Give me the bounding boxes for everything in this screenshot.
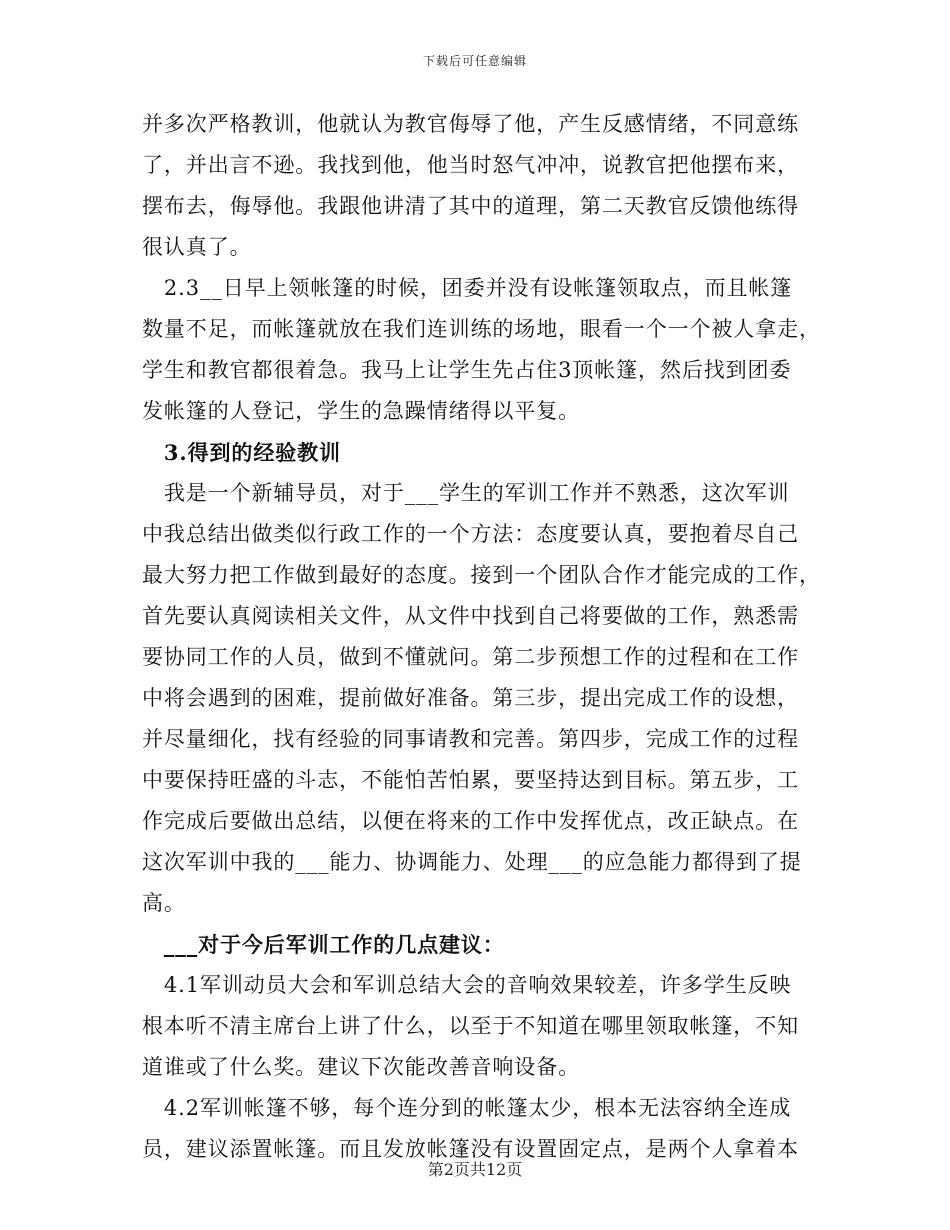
body-line: 了，并出言不逊。我找到他，他当时怒气冲冲，说教官把他摆布来， [142, 153, 799, 177]
body-line: 发帐篷的人登记，学生的急躁情绪得以平复。 [142, 399, 580, 423]
body-line: 并多次严格教训，他就认为教官侮辱了他，产生反感情绪，不同意练 [142, 112, 799, 136]
body-line: 首先要认真阅读相关文件，从文件中找到自己将要做的工作，熟悉需 [142, 604, 799, 628]
page-header: 下载后可任意编辑 [422, 54, 527, 68]
section-heading-3: 3.得到的经验教训 [142, 440, 341, 465]
body-line: 根本听不清主席台上讲了什么，以至于不知道在哪里领取帐篷，不知 [142, 1014, 799, 1038]
body-line: 作完成后要做出总结，以便在将来的工作中发挥优点，改正缺点。在 [142, 809, 799, 833]
section-heading-4: ___对于今后军训工作的几点建议： [142, 932, 505, 957]
body-line: 中我总结出做类似行政工作的一个方法：态度要认真，要抱着尽自己 [142, 522, 799, 546]
body-line: 很认真了。 [142, 235, 252, 259]
body-line: 要协同工作的人员，做到不懂就问。第二步预想工作的过程和在工作 [142, 645, 799, 669]
body-line: 中将会遇到的困难，提前做好准备。第三步，提出完成工作的设想， [142, 686, 799, 710]
body-line: 数量不足，而帐篷就放在我们连训练的场地，眼看一个一个被人拿走， [142, 317, 821, 341]
body-line: 并尽量细化，找有经验的同事请教和完善。第四步，完成工作的过程 [142, 727, 799, 751]
body-line: 中要保持旺盛的斗志，不能怕苦怕累，要坚持达到目标。第五步，工 [142, 768, 799, 792]
body-line: 道谁或了什么奖。建议下次能改善音响设备。 [142, 1055, 580, 1079]
body-line: 高。 [142, 891, 186, 915]
body-line: 最大努力把工作做到最好的态度。接到一个团队合作才能完成的工作， [142, 563, 821, 587]
body-line: 员，建议添置帐篷。而且发放帐篷没有设置固定点，是两个人拿着本 [142, 1137, 799, 1161]
body-line: 这次军训中我的___能力、协调能力、处理___的应急能力都得到了提 [142, 850, 802, 874]
paragraph-4-1-start: 4.1军训动员大会和军训总结大会的音响效果较差，许多学生反映 [142, 973, 792, 997]
body-line: 学生和教官都很着急。我马上让学生先占住3顶帐篷，然后找到团委 [142, 358, 792, 382]
document-body [142, 104, 821, 1170]
page-footer: 第2页共12页 [427, 1160, 523, 1179]
body-line: 我是一个新辅导员，对于___学生的军训工作并不熟悉，这次军训 [142, 481, 790, 505]
paragraph-2-3-start: 2.3__日早上领帐篷的时候，团委并没有设帐篷领取点，而且帐篷 [142, 276, 793, 300]
paragraph-4-2-start: 4.2军训帐篷不够，每个连分到的帐篷太少，根本无法容纳全连成 [142, 1096, 792, 1120]
body-line: 摆布去，侮辱他。我跟他讲清了其中的道理，第二天教官反馈他练得 [142, 194, 799, 218]
